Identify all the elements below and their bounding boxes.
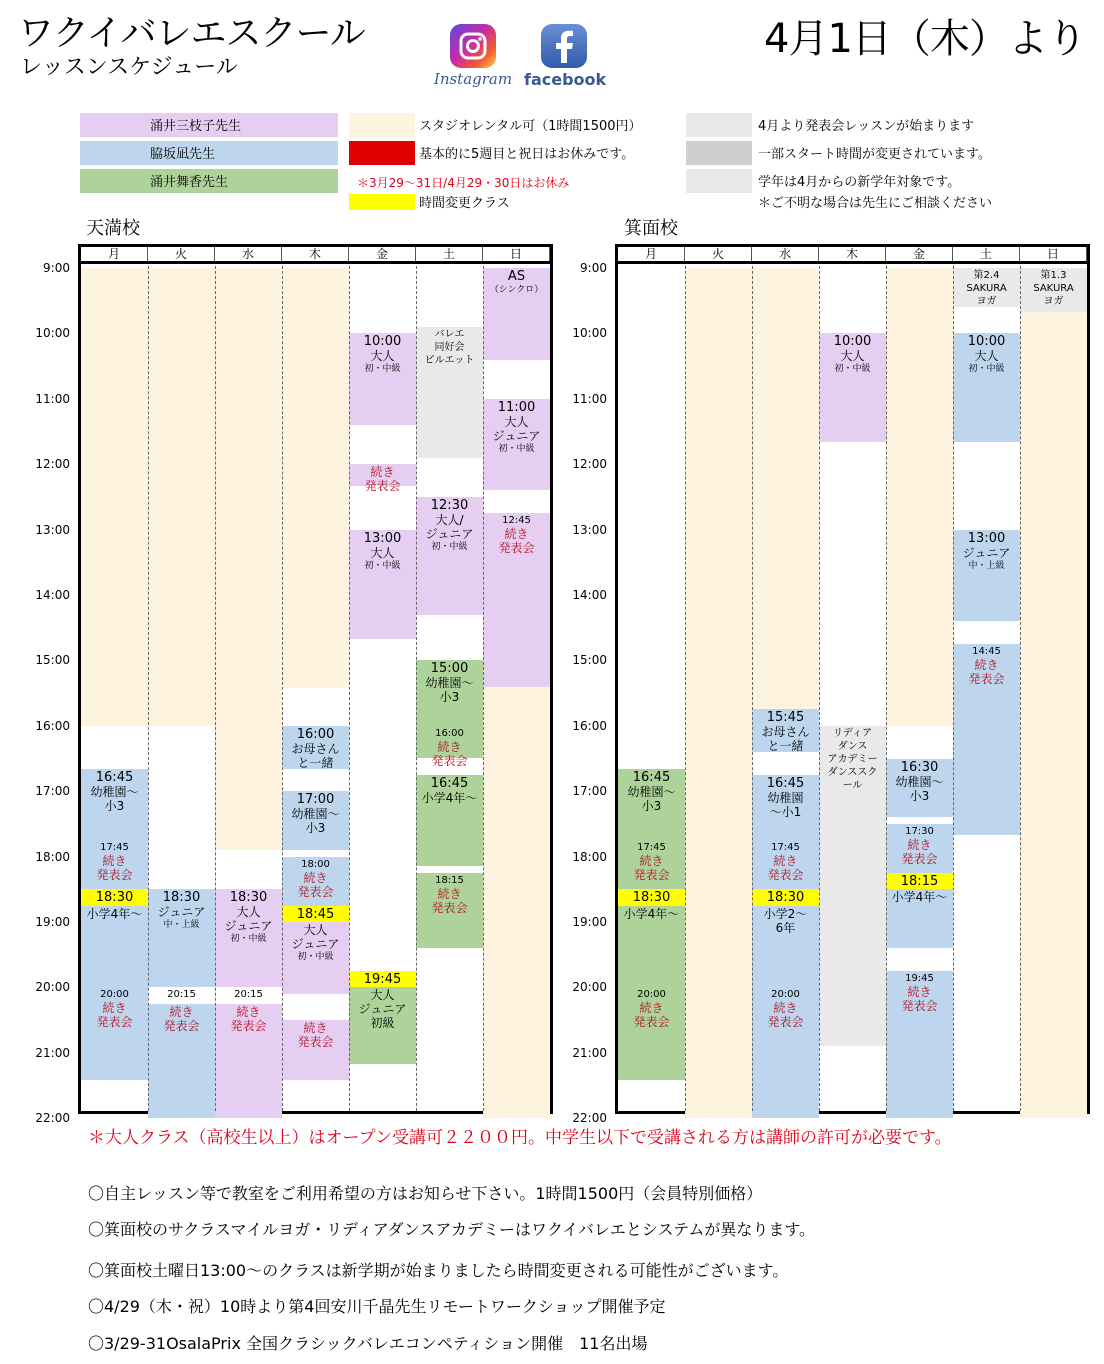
class-text: 15:00 [430, 661, 469, 677]
class-text: ～小1 [769, 804, 802, 819]
class-text: 18:30 [95, 890, 134, 906]
column-divider [752, 261, 753, 1111]
day-header: 月 [81, 247, 148, 261]
class-text: 幼稚園～ [895, 774, 944, 789]
legend-swatch [686, 113, 752, 137]
day-header: 土 [953, 247, 1020, 261]
class-block [81, 726, 148, 770]
class-block [752, 987, 819, 1118]
time-label: 20:00 [35, 980, 70, 995]
class-text: 18:15 [900, 873, 939, 889]
class-text: ジュニア [962, 545, 1011, 560]
note-item: 〇4/29（木・祝）10時より第4回安川千晶先生リモートワークショップ開催予定 [88, 1297, 666, 1316]
class-block [819, 333, 886, 442]
class-text: 初・中級 [968, 364, 1005, 375]
class-text: 16:00 [296, 726, 335, 742]
class-text: 大人 [370, 988, 395, 1003]
class-text: 続き [504, 527, 529, 542]
class-text: 大人 [840, 349, 865, 364]
time-label: 10:00 [35, 326, 70, 341]
class-text: 第1.3 [1040, 270, 1067, 281]
class-text: 小学4年～ [623, 906, 680, 921]
class-text: ジュニア [358, 1002, 407, 1017]
class-text: 10:00 [363, 334, 402, 350]
class-text: 16:00 [435, 727, 464, 739]
day-header: 月 [618, 247, 685, 261]
time-label: 10:00 [572, 326, 607, 341]
class-text: 12:30 [430, 497, 469, 513]
class-text: 大人 [370, 349, 395, 364]
class-block [81, 769, 148, 840]
class-text: ダンススク [827, 766, 878, 778]
class-block [886, 873, 953, 889]
column-divider [282, 261, 283, 1111]
class-text: 初・中級 [364, 364, 401, 375]
class-block [685, 268, 752, 1118]
time-label: 14:00 [572, 588, 607, 602]
class-text: 11:00 [497, 399, 536, 415]
column-divider [685, 261, 686, 1111]
class-text: 17:45 [100, 842, 129, 854]
class-block [148, 889, 215, 987]
class-text: 続き [303, 1021, 328, 1036]
class-text: バレエ [434, 328, 465, 340]
facebook-icon [541, 24, 587, 68]
class-text: 続き [773, 854, 798, 869]
time-label: 16:00 [572, 718, 607, 733]
class-text: 初・中級 [364, 560, 401, 571]
class-text: 大人 [236, 905, 261, 920]
class-text: 初・中級 [297, 952, 334, 962]
time-label: 13:00 [572, 522, 607, 537]
class-text: 16:30 [900, 759, 939, 775]
class-text: 12:45 [502, 515, 531, 527]
facebook-label: facebook [524, 70, 607, 89]
class-block [483, 399, 550, 491]
class-block [349, 987, 416, 1063]
class-text: 発表会 [230, 1018, 267, 1033]
campus-title-minoh: 箕面校 [624, 218, 678, 239]
class-text: 10:00 [967, 334, 1006, 350]
class-text: 20:00 [637, 989, 666, 1001]
class-text: 続き [102, 1001, 127, 1016]
class-block [618, 987, 685, 1080]
class-text: 発表会 [297, 1035, 334, 1050]
legend-swatch [349, 141, 415, 165]
class-block [819, 726, 886, 1046]
time-label: 21:00 [35, 1045, 70, 1060]
class-text: 発表会 [767, 868, 804, 883]
effective-date: 4月1日（木）より [764, 16, 1086, 62]
column-divider [1020, 261, 1021, 1111]
class-block [215, 889, 282, 987]
class-block [282, 906, 349, 922]
class-text: 幼稚園 [767, 790, 804, 805]
class-text: お母さん [291, 741, 340, 756]
class-text: 続き [907, 985, 932, 1000]
class-text: 初級 [370, 1016, 395, 1031]
class-text: 16:45 [766, 775, 805, 791]
class-text: SAKURA [1033, 283, 1074, 294]
class-text: 19:45 [363, 972, 402, 988]
class-block [282, 857, 349, 906]
class-text: 発表会 [297, 884, 334, 899]
time-label: 12:00 [35, 457, 70, 472]
time-label: 15:00 [572, 653, 607, 668]
time-label: 20:00 [572, 980, 607, 995]
class-block [752, 775, 819, 840]
class-text: 発表会 [163, 1018, 200, 1033]
column-divider [953, 261, 954, 1111]
time-label: 13:00 [35, 522, 70, 537]
class-block [953, 333, 1020, 442]
class-block [282, 268, 349, 688]
class-text: リディア [833, 727, 872, 739]
class-text: 幼稚園～ [627, 785, 676, 800]
class-text: 14:45 [972, 646, 1001, 658]
adult-class-notice: ＊大人クラス（高校生以上）はオープン受講可２２００円。中学生以下で受講される方は講師の許可が必要です。 [88, 1128, 952, 1148]
class-block [148, 268, 215, 726]
class-block [618, 906, 685, 988]
time-label: 21:00 [572, 1045, 607, 1060]
class-text: 続き [907, 837, 932, 852]
class-text: 18:30 [766, 890, 805, 906]
class-text: 幼稚園～ [291, 807, 340, 822]
class-text: 18:30 [632, 890, 671, 906]
class-text: 中・上級 [163, 920, 200, 931]
time-label: 11:00 [572, 391, 607, 406]
class-text: 続き [303, 870, 328, 885]
class-text: 20:15 [234, 989, 263, 1001]
class-text: 幼稚園～ [90, 785, 139, 800]
legend-label: 一部スタート時間が変更されています。 [758, 147, 991, 162]
time-label: 18:00 [572, 849, 607, 864]
time-label: 17:00 [572, 784, 607, 799]
day-header: 日 [483, 247, 550, 261]
legend-label: スタジオレンタル可（1時間1500円） [419, 119, 642, 134]
class-block [81, 840, 148, 889]
class-text: 20:15 [167, 989, 196, 1001]
header-divider [618, 261, 1087, 264]
legend-swatch [349, 113, 415, 137]
time-label: 9:00 [43, 261, 70, 275]
legend-swatch [686, 169, 752, 193]
class-block [618, 889, 685, 905]
class-block [416, 497, 483, 615]
class-text: と一緒 [297, 755, 334, 770]
class-text: 発表会 [431, 900, 468, 915]
class-text: 発表会 [767, 1015, 804, 1030]
legend-swatch [686, 141, 752, 165]
time-label: 19:00 [35, 915, 70, 929]
time-label: 12:00 [572, 457, 607, 472]
schedule-subtitle: レッスンスケジュール [20, 55, 238, 80]
class-text: 小学2～ [763, 906, 808, 921]
class-block [752, 906, 819, 988]
class-text: 幼稚園～ [425, 676, 474, 691]
column-divider [819, 261, 820, 1111]
column-divider [416, 261, 417, 1111]
class-text: 続き [639, 1001, 664, 1016]
class-block [752, 889, 819, 905]
class-block [886, 268, 953, 726]
class-text: ール [842, 779, 863, 791]
class-block [1020, 312, 1087, 1119]
day-header: 水 [752, 247, 819, 261]
class-text: 15:45 [766, 710, 805, 726]
class-text: 続き [169, 1004, 194, 1019]
column-divider [215, 261, 216, 1111]
class-block [886, 759, 953, 818]
class-text: 18:15 [435, 874, 464, 886]
class-text: （シンクロ） [489, 285, 544, 295]
class-text: 17:00 [296, 792, 335, 808]
facebook-link[interactable] [524, 24, 607, 89]
class-text: ジュニア [425, 526, 474, 541]
class-text: ピルエット [424, 354, 475, 366]
class-text: 大人 [504, 414, 529, 429]
class-text: アカデミー [827, 753, 878, 765]
class-block [215, 268, 282, 850]
class-text: ジュニア [157, 905, 206, 920]
class-block [618, 840, 685, 889]
time-label: 14:00 [35, 588, 70, 602]
class-text: 発表会 [431, 753, 468, 768]
class-block [349, 971, 416, 987]
class-block [416, 775, 483, 867]
legend-label: ＊3月29～31日/4月29・30日はお休み [357, 176, 570, 190]
class-text: 初・中級 [498, 443, 535, 454]
class-text: 小3 [104, 799, 125, 814]
class-block [483, 268, 550, 360]
class-block [886, 889, 953, 948]
school-name: ワクイバレエスクール [18, 13, 365, 54]
class-block [349, 530, 416, 639]
schedule-grid-tenma [78, 244, 553, 1114]
class-text: 初・中級 [230, 934, 267, 945]
class-block [752, 268, 819, 719]
class-text: 19:45 [905, 973, 934, 985]
class-block [215, 1004, 282, 1118]
time-label: 22:00 [35, 1111, 70, 1126]
class-text: AS [507, 269, 526, 284]
class-text: 13:00 [967, 530, 1006, 546]
day-header: 金 [349, 247, 416, 261]
legend-label: 基本的に5週目と祝日はお休みです。 [419, 147, 635, 162]
class-text: お母さん [761, 725, 810, 740]
note-item: 〇3/29-31OsalaPrix 全国クラシックバレエコンペティション開催 11名出場 [88, 1334, 648, 1353]
column-divider [483, 261, 484, 1111]
class-block [282, 726, 349, 770]
class-text: ジュニア [492, 428, 541, 443]
day-header: 金 [886, 247, 953, 261]
class-text: 大人 [303, 923, 328, 937]
class-text: 発表会 [498, 541, 535, 556]
class-block [953, 530, 1020, 622]
legend-label: 4月より発表会レッスンが始まります [758, 119, 975, 134]
legend-label: 涌井舞香先生 [150, 175, 229, 190]
time-label: 15:00 [35, 653, 70, 668]
class-block [953, 644, 1020, 835]
legend-label: 時間変更クラス [419, 196, 510, 211]
class-block [416, 726, 483, 768]
class-text: 続き [773, 1001, 798, 1016]
class-text: 発表会 [633, 1015, 670, 1030]
class-text: 発表会 [364, 479, 401, 494]
legend-label: ＊ご不明な場合は先生にご相談ください [758, 196, 993, 211]
class-text: SAKURA [966, 283, 1007, 294]
day-header: 火 [148, 247, 215, 261]
class-text: 発表会 [96, 868, 133, 883]
class-block [349, 464, 416, 494]
campus-title-tenma: 天満校 [86, 218, 140, 239]
class-text: 18:30 [162, 890, 201, 906]
class-text: 続き [102, 854, 127, 869]
class-text: 17:45 [637, 842, 666, 854]
class-text: 続き [437, 886, 462, 901]
class-text: 17:45 [771, 842, 800, 854]
class-block [416, 660, 483, 725]
class-block [953, 268, 1020, 307]
class-block [81, 268, 148, 726]
class-text: 小3 [439, 690, 460, 705]
time-label: 16:00 [35, 718, 70, 733]
day-header: 水 [215, 247, 282, 261]
class-text: 発表会 [633, 868, 670, 883]
class-block [81, 987, 148, 1080]
class-block [886, 971, 953, 1118]
note-item: 〇箕面校のサクラスマイルヨガ・リディアダンスアカデミーはワクイバレエとシステムが異なります。 [88, 1220, 816, 1239]
class-text: 小3 [641, 799, 662, 814]
class-text: 18:45 [296, 906, 335, 922]
class-block [215, 987, 282, 1003]
class-block [81, 906, 148, 988]
class-text: 16:45 [430, 775, 469, 791]
day-header: 木 [819, 247, 886, 261]
class-text: 大人 [974, 349, 999, 364]
class-text: 小学4年～ [891, 890, 948, 905]
class-text: ヨガ [1043, 296, 1064, 307]
class-block [483, 687, 550, 1119]
class-text: 小学4年～ [86, 906, 143, 921]
class-block [416, 327, 483, 458]
class-text: 18:30 [229, 890, 268, 906]
class-text: 発表会 [901, 999, 938, 1014]
class-text: 続き [639, 854, 664, 869]
day-header: 火 [685, 247, 752, 261]
class-text: ジュニア [224, 919, 273, 934]
schedule-grid-minoh [615, 244, 1090, 1114]
class-text: 6年 [775, 920, 796, 935]
class-text: 13:00 [363, 530, 402, 546]
column-divider [349, 261, 350, 1111]
class-text: 続き [370, 465, 395, 480]
class-block [416, 873, 483, 948]
class-text: 中・上級 [968, 560, 1005, 571]
class-text: 第2.4 [973, 270, 1000, 281]
class-block [1020, 268, 1087, 312]
legend-label: 涌井三枝子先生 [150, 119, 242, 134]
class-text: ジュニア [291, 937, 340, 951]
class-text: 16:45 [95, 770, 134, 786]
class-text: ダンス [837, 740, 868, 752]
class-text: 発表会 [901, 851, 938, 866]
class-text: 初・中級 [431, 541, 468, 552]
column-divider [886, 261, 887, 1111]
note-item: 〇自主レッスン等で教室をご利用希望の方はお知らせ下さい。1時間1500円（会員特別価格） [88, 1184, 763, 1203]
class-block [618, 769, 685, 840]
instagram-icon [450, 24, 496, 68]
time-label: 11:00 [35, 391, 70, 406]
class-text: 大人 [370, 545, 395, 560]
class-text: 小3 [305, 821, 326, 836]
class-text: 小3 [909, 788, 930, 803]
class-text: 20:00 [100, 989, 129, 1001]
day-header: 土 [416, 247, 483, 261]
time-label: 22:00 [572, 1111, 607, 1126]
class-block [752, 709, 819, 752]
class-block [282, 791, 349, 850]
legend-swatch [349, 194, 415, 210]
class-block [752, 840, 819, 889]
class-text: 続き [437, 739, 462, 754]
day-header: 木 [282, 247, 349, 261]
time-label: 19:00 [572, 915, 607, 929]
class-text: 10:00 [833, 334, 872, 350]
column-divider [148, 261, 149, 1111]
class-text: ヨガ [976, 296, 997, 307]
class-block [282, 922, 349, 994]
time-label: 9:00 [580, 261, 607, 275]
class-block [148, 987, 215, 1003]
class-text: 17:30 [905, 825, 934, 837]
class-text: 初・中級 [834, 364, 871, 375]
legend-label: 学年は4月からの新学年対象です。 [758, 175, 961, 190]
class-text: 発表会 [96, 1015, 133, 1030]
instagram-link[interactable] [432, 24, 514, 88]
class-text: 16:45 [632, 770, 671, 786]
time-label: 17:00 [35, 784, 70, 799]
class-text: 小学4年～ [421, 790, 478, 805]
class-text: 20:00 [771, 989, 800, 1001]
class-text: 続き [974, 658, 999, 673]
class-block [81, 889, 148, 905]
class-text: と一緒 [767, 739, 804, 754]
class-block [148, 1004, 215, 1118]
note-item: 〇箕面校土曜日13:00～のクラスは新学期が始まりましたら時間変更される可能性がございます。 [88, 1261, 789, 1280]
class-text: 続き [236, 1004, 261, 1019]
day-header: 日 [1020, 247, 1087, 261]
class-block [282, 1020, 349, 1080]
legend-label: 脇坂凪先生 [150, 147, 216, 162]
class-block [886, 824, 953, 873]
class-text: 大人/ [435, 512, 464, 527]
class-block [349, 333, 416, 425]
instagram-label: Instagram [433, 70, 513, 88]
header-divider [81, 261, 550, 264]
class-text: 同好会 [434, 341, 465, 353]
time-label: 18:00 [35, 849, 70, 864]
class-text: 18:00 [301, 858, 330, 870]
class-text: 発表会 [968, 672, 1005, 687]
class-block [483, 513, 550, 686]
